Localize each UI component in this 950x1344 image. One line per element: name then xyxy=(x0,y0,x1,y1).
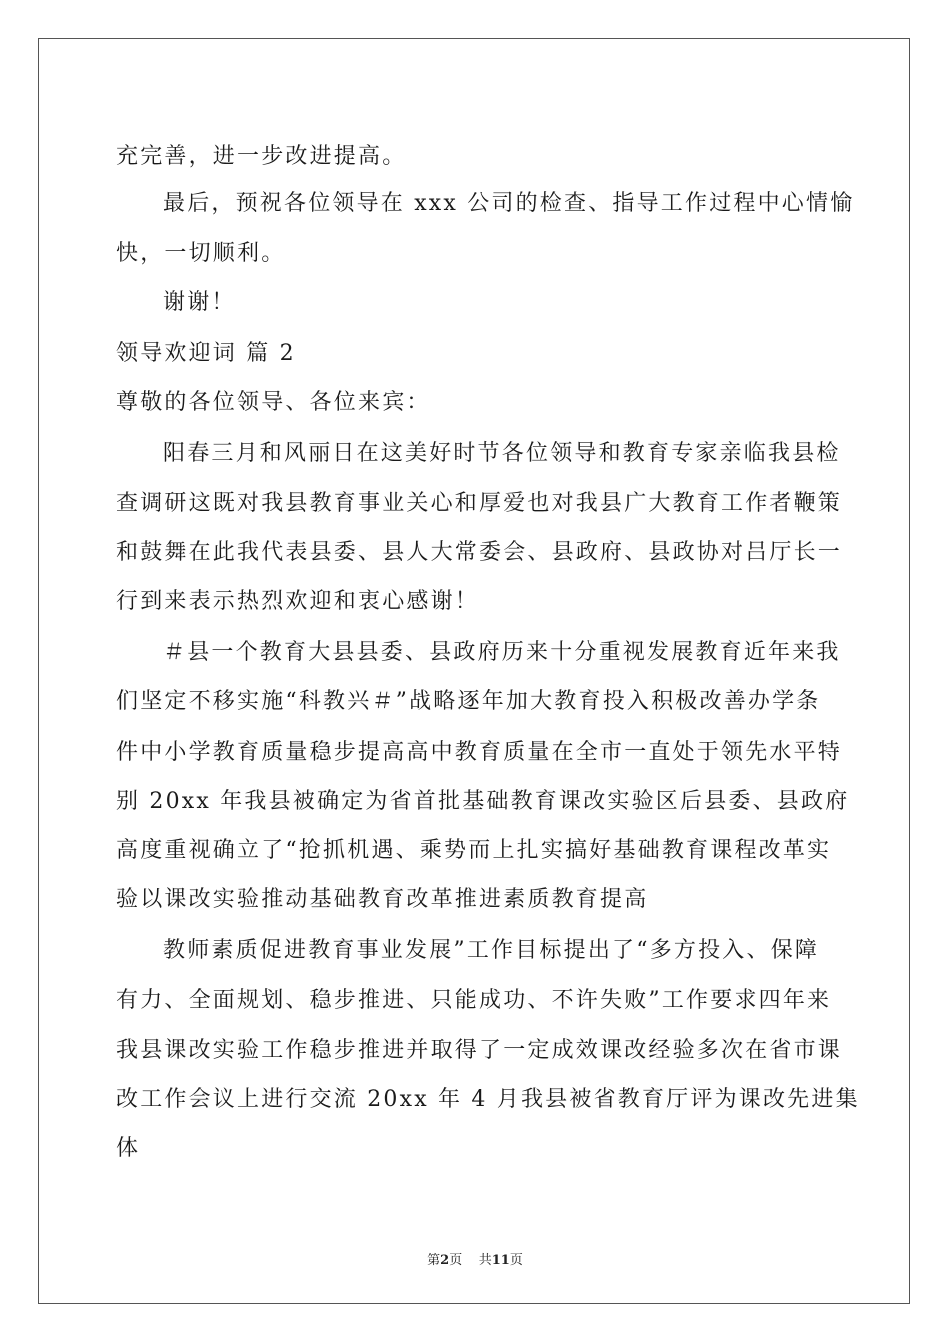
text-line: 最后，预祝各位领导在 xxx 公司的检查、指导工作过程中心情愉 xyxy=(163,191,855,216)
text-line: 件中小学教育质量稳步提高高中教育质量在全市一直处于领先水平特 xyxy=(116,740,843,765)
text-line: 我县课改实验工作稳步推进并取得了一定成效课改经验多次在省市课 xyxy=(116,1038,843,1063)
text-line: 们坚定不移实施“科教兴＃”战略逐年加大教育投入积极改善办学条 xyxy=(116,689,821,714)
text-line: 查调研这既对我县教育事业关心和厚爱也对我县广大教育工作者鞭策 xyxy=(116,491,843,516)
text-line: 教师素质促进教育事业发展”工作目标提出了“多方投入、保障 xyxy=(163,938,820,963)
text-line: 阳春三月和风丽日在这美好时节各位领导和教育专家亲临我县检 xyxy=(163,441,841,466)
text-line: 验以课改实验推动基础教育改革推进素质教育提高 xyxy=(116,887,649,912)
text-line: ＃县一个教育大县县委、县政府历来十分重视发展教育近年来我 xyxy=(163,640,841,665)
text-line: 有力、全面规划、稳步推进、只能成功、不许失败”工作要求四年来 xyxy=(116,988,832,1013)
page-border xyxy=(38,38,910,1304)
total-prefix: 共 xyxy=(478,1253,492,1268)
text-line: 和鼓舞在此我代表县委、县人大常委会、县政府、县政协对吕厅长一 xyxy=(116,540,843,565)
total-suffix: 页 xyxy=(509,1253,523,1268)
text-line: 谢谢！ xyxy=(163,290,236,315)
text-line: 快，一切顺利。 xyxy=(116,241,286,266)
page-number: 2 xyxy=(440,1253,450,1268)
text-line: 别 20xx 年我县被确定为省首批基础教育课改实验区后县委、县政府 xyxy=(116,789,850,814)
text-line: 行到来表示热烈欢迎和衷心感谢！ xyxy=(116,589,480,614)
text-line: 充完善，进一步改进提高。 xyxy=(116,144,407,169)
text-line: 体 xyxy=(116,1136,141,1161)
page-footer xyxy=(0,1249,950,1268)
page-suffix: 页 xyxy=(449,1253,463,1268)
text-line: 高度重视确立了“抢抓机遇、乘势而上扎实搞好基础教育课程改革实 xyxy=(116,838,832,863)
page-prefix: 第 xyxy=(427,1253,441,1268)
section-heading: 领导欢迎词 篇 2 xyxy=(116,341,296,366)
text-line: 改工作会议上进行交流 20xx 年 4 月我县被省教育厅评为课改先进集 xyxy=(116,1087,860,1112)
total-pages: 11 xyxy=(491,1253,510,1268)
salutation: 尊敬的各位领导、各位来宾： xyxy=(116,390,431,415)
